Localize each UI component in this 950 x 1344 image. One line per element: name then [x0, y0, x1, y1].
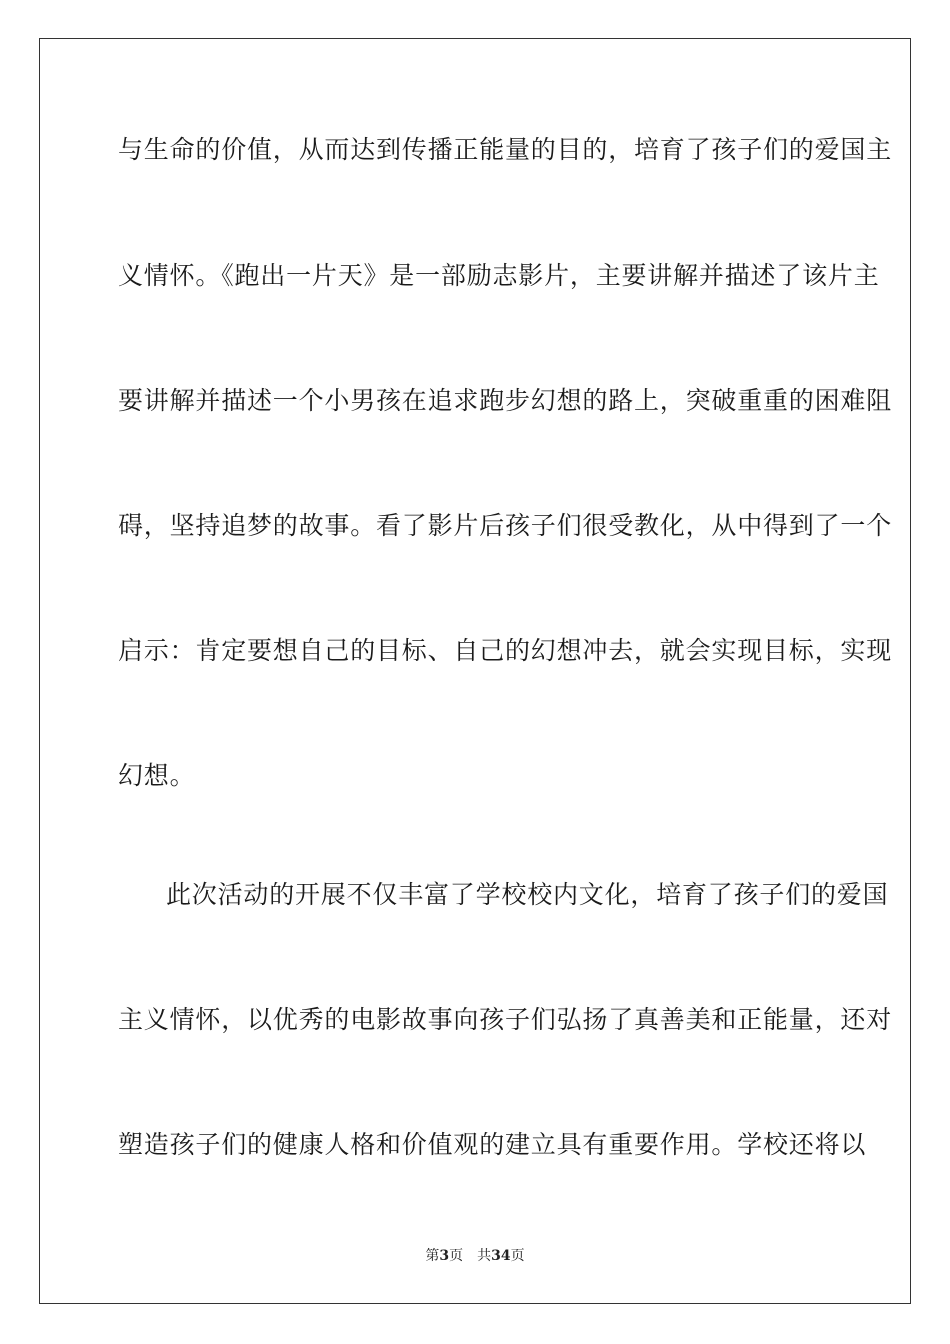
page-number: 3 [439, 1248, 450, 1264]
page-footer [0, 1247, 950, 1265]
text-line: 主义情怀，以优秀的电影故事向孩子们弘扬了真善美和正能量，还对 [118, 1005, 893, 1034]
total-pages: 34 [491, 1248, 511, 1264]
text-line: 幻想。 [118, 761, 196, 790]
page-prefix: 第 [425, 1248, 440, 1264]
text-line: 与生命的价值，从而达到传播正能量的目的，培育了孩子们的爱国主 [118, 135, 893, 164]
text-line: 要讲解并描述一个小男孩在追求跑步幻想的路上，突破重重的困难阻 [118, 386, 893, 415]
text-line: 启示：肯定要想自己的目标、自己的幻想冲去，就会实现目标，实现 [118, 636, 893, 665]
paragraph-first-line: 此次活动的开展不仅丰富了学校校内文化，培育了孩子们的爱国 [166, 880, 889, 909]
text-line: 碍，坚持追梦的故事。看了影片后孩子们很受教化，从中得到了一个 [118, 511, 893, 540]
text-line: 塑造孩子们的健康人格和价值观的建立具有重要作用。学校还将以 [118, 1130, 867, 1159]
page-suffix: 页 [449, 1248, 464, 1264]
text-line: 义情怀。《跑出一片天》是一部励志影片，主要讲解并描述了该片主 [118, 261, 880, 290]
total-suffix: 页 [510, 1248, 525, 1264]
total-prefix: 共 [477, 1248, 492, 1264]
page-border [39, 38, 911, 1304]
